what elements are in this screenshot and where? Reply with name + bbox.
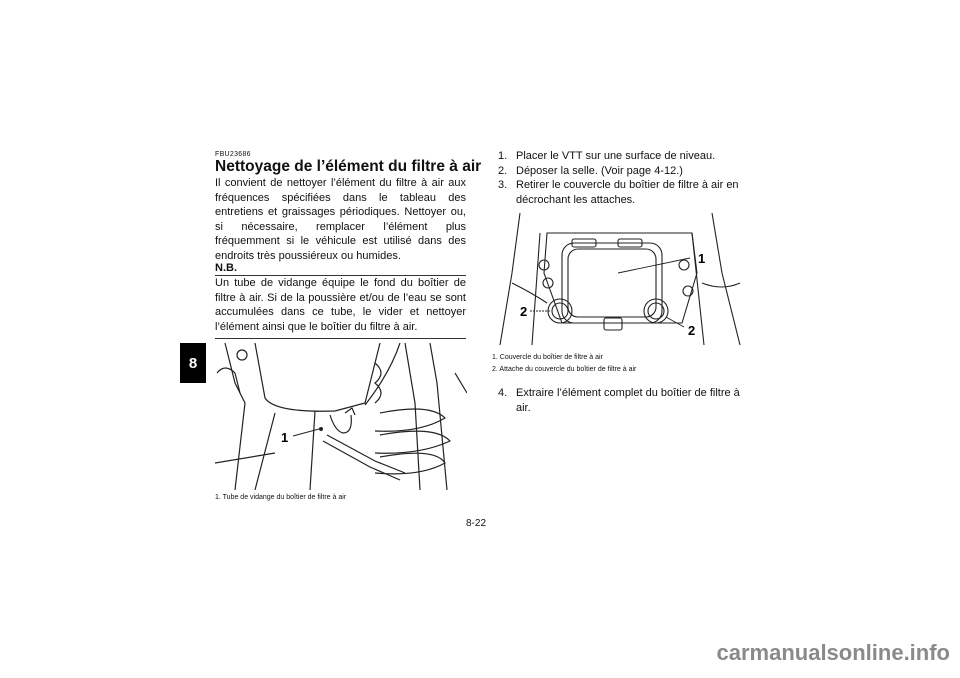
- right-figure-caption-2: 2. Attache du couvercle du boîtier de filtre à air: [492, 366, 637, 373]
- note-heading: N.B.: [215, 262, 466, 276]
- left-figure-caption: 1. Tube de vidange du boîtier de filtre à air: [215, 494, 347, 501]
- step-1: 1. Placer le VTT sur une surface de niveau.: [498, 150, 716, 162]
- drain-tube-illustration: [215, 343, 467, 490]
- section-code: FBU23686: [215, 151, 251, 158]
- step-2: 2. Déposer la selle. (Voir page 4-12.): [498, 164, 683, 177]
- watermark: carmanualsonline.info: [716, 640, 950, 665]
- callout-1-right: 1: [698, 251, 706, 266]
- intro-paragraph: Il convient de nettoyer l’élément du filtre à air aux fréquences spécifiées dans le tableau des entretiens et graissages périodiques. Nettoyer ou, si nécessaire, remplacer l’élément plus fréquemment si le véhicule est utilisé dans des endroits très poussiéreux ou humides.: [215, 177, 466, 262]
- note-text: Un tube de vidange équipe le fond du boîtier de filtre à air. Si de la poussière et/ou de l’eau se sont accumulées dans ce tube, le vider et nettoyer l’élément ainsi que le boîtier du filtre à air.: [215, 277, 466, 333]
- step-4: 4. Extraire l’élément complet du boîtier de filtre à air.: [498, 387, 740, 414]
- callout-2-right: 2: [688, 323, 696, 338]
- note-divider: [215, 338, 466, 339]
- page-number: 8-22: [466, 518, 487, 529]
- procedure-steps: [498, 149, 753, 207]
- chapter-tab: 8: [180, 343, 206, 383]
- step-3: 3. Retirer le couvercle du boîtier de filtre à air en décrochant les attaches.: [498, 179, 739, 206]
- right-figure-caption-1: 1. Couvercle du boîtier de filtre à air: [492, 354, 603, 361]
- callout-1-left: 1: [281, 430, 289, 445]
- section-title: Nettoyage de l’élément du filtre à air: [215, 158, 482, 175]
- callout-2-left: 2: [520, 304, 528, 319]
- air-filter-case-illustration: [492, 213, 748, 345]
